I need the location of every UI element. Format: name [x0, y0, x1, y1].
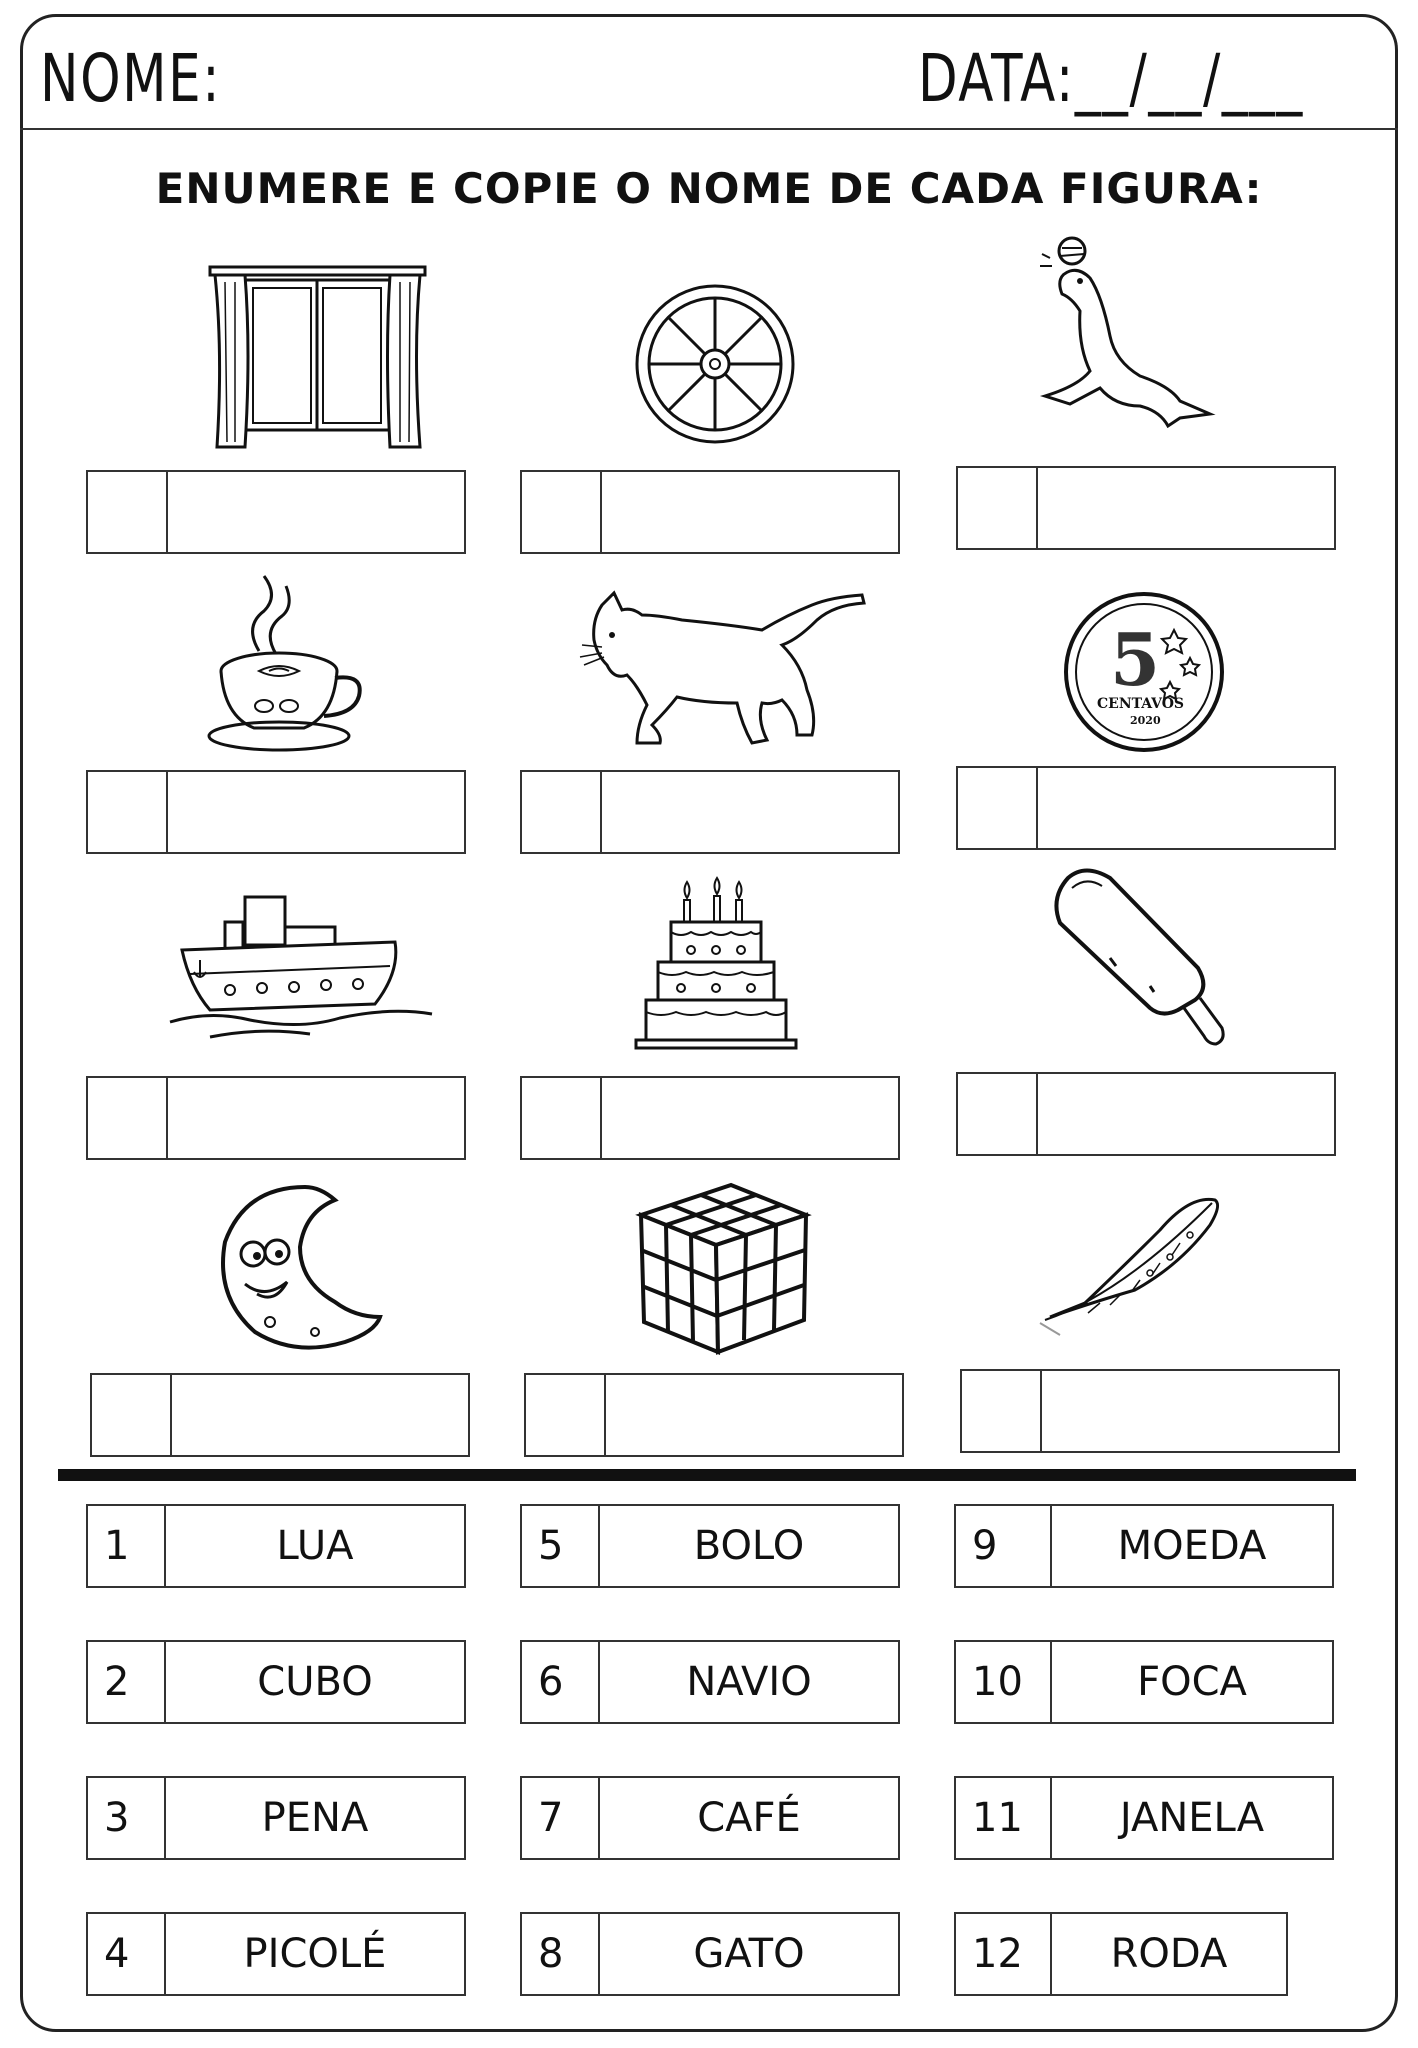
answer-box[interactable] — [90, 1373, 470, 1457]
number-cell[interactable] — [522, 1078, 602, 1158]
answer-box[interactable] — [524, 1373, 904, 1457]
number-cell[interactable] — [962, 1371, 1042, 1451]
answer-box[interactable] — [86, 770, 466, 854]
word-bank-item — [86, 1640, 466, 1724]
answer-box[interactable] — [956, 466, 1336, 550]
word-label: FOCA — [1137, 1659, 1247, 1705]
word-label: BOLO — [693, 1523, 805, 1569]
word-number: 4 — [88, 1914, 166, 1994]
word-number: 1 — [88, 1506, 166, 1586]
word-number: 2 — [88, 1642, 166, 1722]
section-divider — [58, 1469, 1356, 1481]
number-cell[interactable] — [88, 472, 168, 552]
coin-icon — [1062, 590, 1227, 755]
word-number: 5 — [522, 1506, 600, 1586]
answer-box[interactable] — [520, 770, 900, 854]
number-cell[interactable] — [958, 768, 1038, 848]
word-bank-item — [954, 1776, 1334, 1860]
coffee-cup-icon — [204, 566, 364, 756]
word-label: CAFÉ — [697, 1795, 801, 1841]
word-label: JANELA — [1119, 1795, 1265, 1841]
popsicle-icon — [1050, 868, 1230, 1053]
number-cell[interactable] — [88, 772, 168, 852]
date-label: DATA:__/__/___ — [918, 40, 1304, 117]
ship-icon — [170, 892, 432, 1042]
cat-icon — [572, 585, 872, 750]
word-label: MOEDA — [1117, 1523, 1267, 1569]
rubiks-cube-icon — [636, 1180, 811, 1358]
word-bank-item — [954, 1640, 1334, 1724]
word-label: CUBO — [257, 1659, 373, 1705]
number-cell[interactable] — [958, 1074, 1038, 1154]
cake-icon — [636, 880, 796, 1055]
answer-box[interactable] — [520, 470, 900, 554]
word-bank-item — [520, 1504, 900, 1588]
coin-caption: CENTAVOS — [1097, 696, 1185, 712]
word-bank-item — [86, 1504, 466, 1588]
word-number: 10 — [956, 1642, 1052, 1722]
window-icon — [205, 262, 430, 452]
word-number: 9 — [956, 1506, 1052, 1586]
feather-icon — [1040, 1195, 1225, 1335]
coin-numeral: 5 — [1110, 617, 1161, 702]
wheel-icon — [633, 282, 798, 447]
word-label: NAVIO — [686, 1659, 812, 1705]
instruction-heading: ENUMERE E COPIE O NOME DE CADA FIGURA: — [155, 164, 1263, 213]
word-bank-item — [520, 1776, 900, 1860]
word-number: 8 — [522, 1914, 600, 1994]
number-cell[interactable] — [92, 1375, 172, 1455]
number-cell[interactable] — [526, 1375, 606, 1455]
word-bank-item — [520, 1912, 900, 1996]
answer-box[interactable] — [86, 1076, 466, 1160]
word-number: 6 — [522, 1642, 600, 1722]
word-label: GATO — [693, 1931, 805, 1977]
word-label: LUA — [276, 1523, 354, 1569]
word-label: PENA — [261, 1795, 369, 1841]
number-cell[interactable] — [522, 772, 602, 852]
answer-box[interactable] — [956, 766, 1336, 850]
name-label: NOME: — [40, 40, 222, 117]
coin-year: 2020 — [1130, 714, 1161, 727]
word-bank-item — [520, 1640, 900, 1724]
word-label: RODA — [1110, 1931, 1228, 1977]
seal-icon — [1020, 236, 1220, 441]
word-bank-item — [954, 1504, 1334, 1588]
word-bank-item — [86, 1912, 466, 1996]
number-cell[interactable] — [88, 1078, 168, 1158]
word-bank-item — [954, 1912, 1288, 1996]
answer-box[interactable] — [956, 1072, 1336, 1156]
word-label: PICOLÉ — [243, 1931, 387, 1977]
word-number: 12 — [956, 1914, 1052, 1994]
word-number: 3 — [88, 1778, 166, 1858]
word-bank-item — [86, 1776, 466, 1860]
word-number: 11 — [956, 1778, 1052, 1858]
header-divider — [20, 128, 1398, 130]
answer-box[interactable] — [86, 470, 466, 554]
answer-box[interactable] — [960, 1369, 1340, 1453]
number-cell[interactable] — [958, 468, 1038, 548]
word-number: 7 — [522, 1778, 600, 1858]
answer-box[interactable] — [520, 1076, 900, 1160]
number-cell[interactable] — [522, 472, 602, 552]
moon-icon — [215, 1182, 385, 1352]
